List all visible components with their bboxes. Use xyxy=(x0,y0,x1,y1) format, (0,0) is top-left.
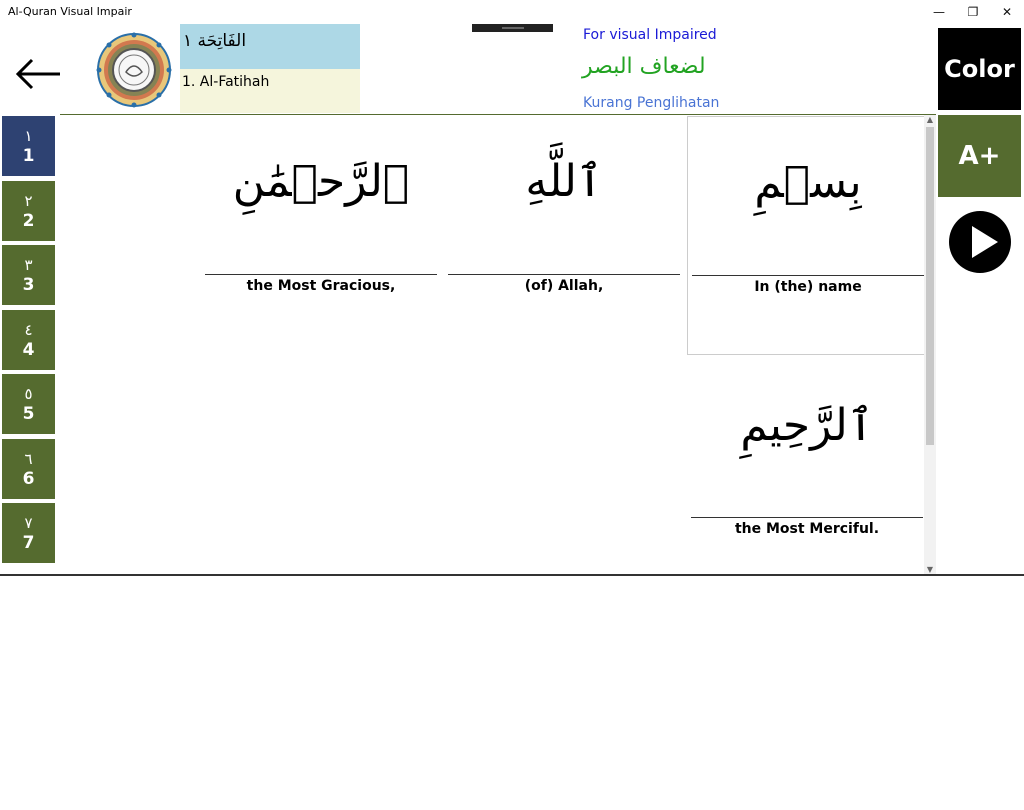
verse-number: 5 xyxy=(22,404,35,424)
word-translation: the Most Gracious, xyxy=(246,278,396,294)
verse-arabic-number: ٥ xyxy=(24,385,33,403)
word-divider xyxy=(448,274,680,275)
verse-button-1[interactable] xyxy=(2,116,55,176)
verse-number: 2 xyxy=(22,210,35,231)
verse-arabic-number: ٣ xyxy=(24,256,33,274)
verse-button-7[interactable] xyxy=(2,503,55,563)
tagline-arabic: لضعاف البصر xyxy=(582,54,706,79)
verse-arabic-number: ١ xyxy=(24,127,33,145)
verse-number: 1 xyxy=(22,146,35,166)
close-button[interactable]: ✕ xyxy=(1001,5,1013,19)
word-card[interactable] xyxy=(687,116,927,355)
restore-button[interactable]: ❐ xyxy=(967,5,979,19)
header-divider xyxy=(60,114,936,115)
surah-english-name: 1. Al-Fatihah xyxy=(180,69,360,113)
word-translation: In (the) name xyxy=(754,279,862,295)
verse-button-4[interactable] xyxy=(2,310,55,370)
title-bar xyxy=(0,0,1024,24)
verse-arabic-number: ٦ xyxy=(24,449,33,468)
play-button[interactable] xyxy=(948,210,1012,274)
verse-button-6[interactable] xyxy=(2,439,55,499)
quran-medallion-logo xyxy=(96,32,172,108)
word-translation: the Most Merciful. xyxy=(734,521,880,537)
word-arabic: ٱلرَّحۡمَٰنِ xyxy=(232,156,410,207)
back-button[interactable] xyxy=(12,56,64,92)
verse-button-5[interactable] xyxy=(2,374,55,434)
scroll-up-icon[interactable]: ▲ xyxy=(926,115,934,124)
verse-arabic-number: ٢ xyxy=(24,191,33,210)
tagline-indonesian: Kurang Penglihatan xyxy=(583,95,720,111)
word-divider xyxy=(205,274,437,275)
drag-handle[interactable] xyxy=(472,24,553,32)
verse-button-2[interactable] xyxy=(2,181,55,241)
verse-arabic-number: ٤ xyxy=(24,320,33,339)
verse-arabic-number: ٧ xyxy=(24,514,33,532)
tagline-english: For visual Impaired xyxy=(583,27,717,43)
word-arabic: بِسۡمِ xyxy=(754,157,862,208)
color-button[interactable]: Color xyxy=(938,28,1021,110)
vertical-scrollbar[interactable] xyxy=(924,115,936,575)
word-card[interactable] xyxy=(687,360,927,570)
word-card[interactable] xyxy=(446,116,682,355)
arrow-left-icon xyxy=(12,56,64,92)
verse-button-3[interactable] xyxy=(2,245,55,305)
word-divider xyxy=(691,517,923,518)
play-icon xyxy=(948,210,1012,274)
minimize-button[interactable]: — xyxy=(933,5,945,19)
app-title: Al-Quran Visual Impair xyxy=(8,5,132,18)
font-size-button[interactable]: A+ xyxy=(938,115,1021,197)
word-card[interactable] xyxy=(203,116,439,355)
verse-number: 6 xyxy=(22,468,35,489)
verse-number: 4 xyxy=(22,339,35,360)
word-translation: (of) Allah, xyxy=(524,278,604,294)
word-arabic: ٱللَّهِ xyxy=(525,156,603,207)
verse-number: 7 xyxy=(22,533,35,553)
surah-arabic-name: الفَاتِحَة ١ xyxy=(180,24,360,69)
word-arabic: ٱلرَّحِيمِ xyxy=(740,400,874,451)
verse-number: 3 xyxy=(22,275,35,295)
scroll-down-icon[interactable]: ▼ xyxy=(926,565,934,574)
scroll-thumb[interactable] xyxy=(926,127,934,445)
surah-title-box[interactable] xyxy=(180,24,360,113)
content-bottom-divider xyxy=(0,574,1024,576)
word-divider xyxy=(692,275,924,276)
